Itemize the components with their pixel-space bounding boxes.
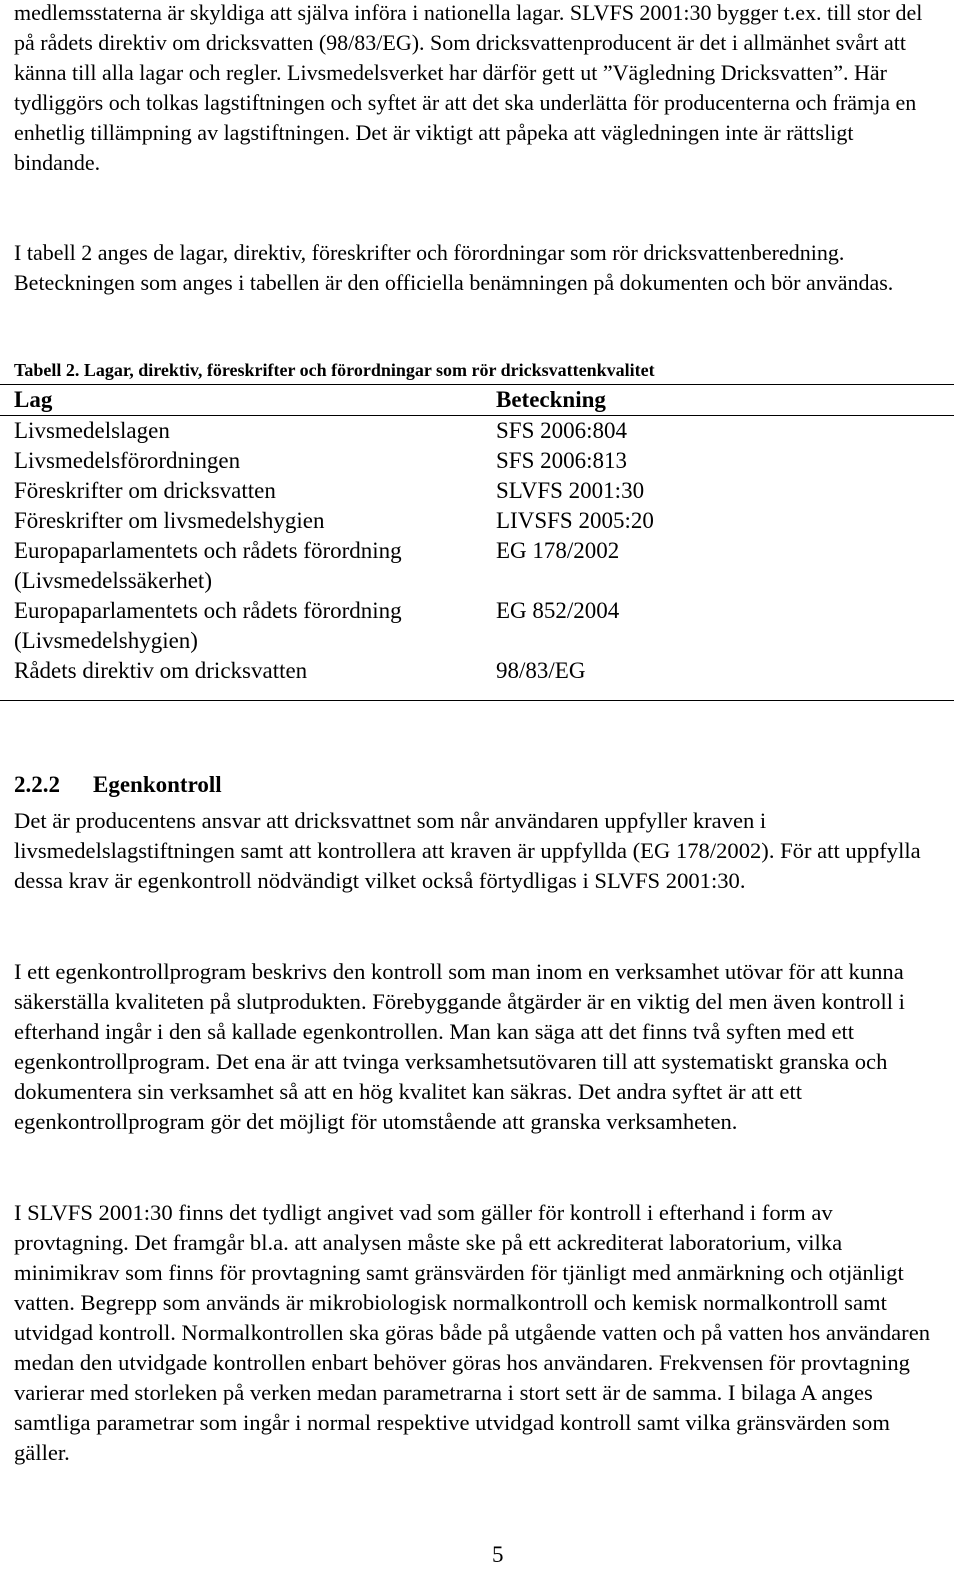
beteckning-cell: SFS 2006:804 [496, 418, 628, 443]
table-caption: Tabell 2. Lagar, direktiv, föreskrifter och förordningar som rör dricksvattenkvalitet [14, 360, 655, 380]
table-row [0, 476, 954, 506]
beteckning-cell: EG 178/2002 [496, 538, 620, 563]
section-heading [14, 770, 222, 800]
intro-paragraph: medlemsstaterna är skyldiga att själva införa i nationella lagar. SLVFS 2001:30 bygger t.ex. till stor del på rådets direktiv om dricksvatten (98/83/EG). Som dricksvattenproducent är det i allmänhet svårt att känna till alla lagar och regler. Livsmedelsverket har därför gett ut ”Vägledning Dricksvatten”. Här tydliggörs och tolkas lagstiftningen och syftet är att det ska underlätta för producenterna och främja en enhetlig tillämpning av lagstiftningen. Det är viktigt att påpeka att vägledningen inte är rättsligt bindande. [14, 0, 923, 175]
lag-cell: Europaparlamentets och rådets förordning (Livsmedelssäkerhet) [14, 538, 402, 593]
table-row [0, 446, 954, 476]
section-number: 2.2.2 [14, 772, 60, 797]
table-row [0, 596, 954, 656]
beteckning-cell: SFS 2006:813 [496, 448, 628, 473]
section-title: Egenkontroll [93, 772, 222, 797]
page-number: 5 [492, 1542, 504, 1567]
section-paragraph: I SLVFS 2001:30 finns det tydligt angivet vad som gäller för kontroll i efterhand i form av provtagning. Det framgår bl.a. att analysen måste ske på ett ackrediterat laboratorium, vilka minimikrav som finns för provtagning samt gränsvärden för tjänligt med anmärkning och otjänligt vatten. Begrepp som används är mikrobiologisk normalkontroll och kemisk normalkontroll samt utvidgad kontroll. Normalkontrollen ska göras både på utgående vatten och på vatten hos användaren medan den utvidgade kontrollen enbart behöver göras hos användaren. Frekvensen för provtagning varierar med storleken på verken medan parametrarna i stort sett är de samma. I bilaga A anges samtliga parametrar som ingår i normal respektive utvidgad kontroll samt vilka gränsvärden som gäller. [14, 1200, 931, 1465]
column-header-lag: Lag [14, 387, 53, 412]
table-row [0, 506, 954, 536]
lag-cell: Rådets direktiv om dricksvatten [14, 658, 308, 683]
beteckning-cell: 98/83/EG [496, 658, 586, 683]
lag-cell: Föreskrifter om livsmedelshygien [14, 508, 325, 533]
table-row [0, 536, 954, 596]
lag-cell: Livsmedelslagen [14, 418, 170, 443]
beteckning-cell: LIVSFS 2005:20 [496, 508, 654, 533]
table-header-row [0, 385, 954, 416]
section-paragraph: Det är producentens ansvar att dricksvattnet som når användaren uppfyller kraven i livsmedelslagstiftningen samt att kontrollera att kraven är uppfyllda (EG 178/2002). För att uppfylla dessa krav är egenkontroll nödvändigt vilket också förtydligas i SLVFS 2001:30. [14, 808, 921, 893]
column-header-beteckning: Beteckning [496, 387, 606, 412]
table-row [0, 416, 954, 447]
lag-cell: Europaparlamentets och rådets förordning (Livsmedelshygien) [14, 598, 402, 653]
lag-cell: Livsmedelsförordningen [14, 448, 241, 473]
beteckning-cell: EG 852/2004 [496, 598, 620, 623]
laws-table [0, 384, 954, 701]
lag-cell: Föreskrifter om dricksvatten [14, 478, 276, 503]
beteckning-cell: SLVFS 2001:30 [496, 478, 645, 503]
section-paragraph: I ett egenkontrollprogram beskrivs den kontroll som man inom en verksamhet utövar för att kunna säkerställa kvaliteten på slutprodukten. Förebyggande åtgärder är en viktig del men även kontroll i efterhand ingår i den så kallade egenkontrollen. Man kan säga att det finns två syften med ett egenkontrollprogram. Det ena är att tvinga verksamhetsutövaren till att systematiskt granska och dokumentera sin verksamhet så att en hög kvalitet kan säkras. Det andra syftet är att ett egenkontrollprogram gör det möjligt för utomstående att granska verksamheten. [14, 959, 905, 1134]
table-row [0, 656, 954, 700]
table-intro-paragraph: I tabell 2 anges de lagar, direktiv, föreskrifter och förordningar som rör dricksvattenberedning. Beteckningen som anges i tabellen är den officiella benämningen på dokumenten och bör användas. [14, 240, 894, 295]
